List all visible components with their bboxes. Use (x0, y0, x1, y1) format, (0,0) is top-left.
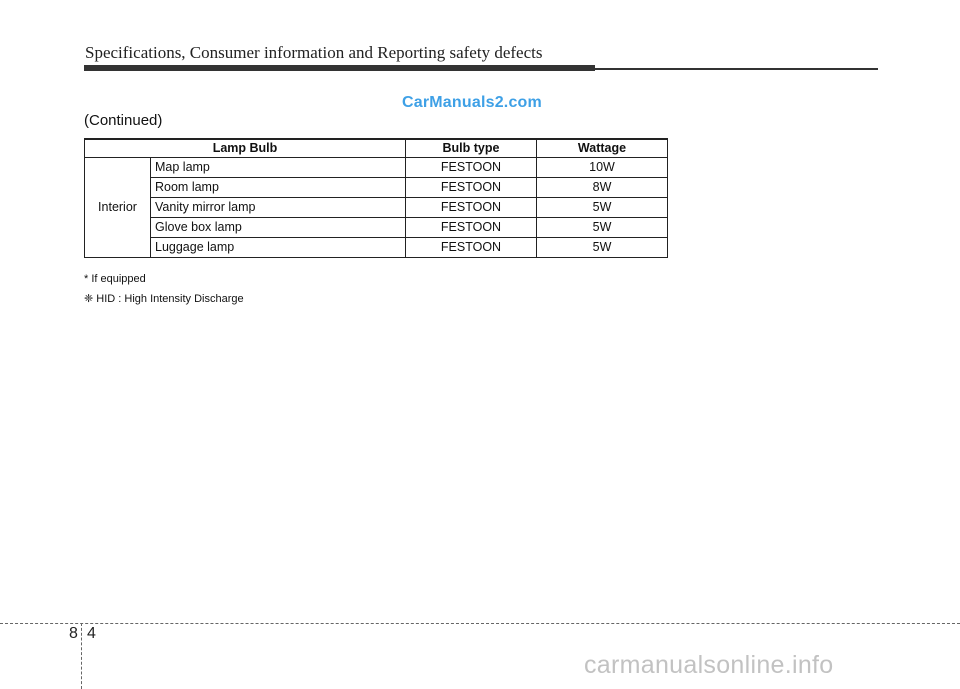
bulb-type-cell: FESTOON (406, 238, 537, 258)
bulb-type-cell: FESTOON (406, 178, 537, 198)
page-section-number: 8 (69, 625, 78, 642)
table-header-row (85, 139, 668, 158)
lamp-name-cell: Glove box lamp (151, 218, 406, 238)
bulb-type-cell: FESTOON (406, 198, 537, 218)
footer-divider (0, 623, 960, 624)
continued-label: (Continued) (84, 112, 163, 129)
column-header-lamp-bulb: Lamp Bulb (85, 139, 406, 158)
category-cell: Interior (85, 158, 151, 258)
table-row (85, 198, 668, 218)
lamp-name-cell: Luggage lamp (151, 238, 406, 258)
lamp-name-cell: Vanity mirror lamp (151, 198, 406, 218)
footnotes (84, 273, 244, 312)
wattage-cell: 5W (537, 218, 668, 238)
page-header-title: Specifications, Consumer information and Reporting safety defects (85, 43, 543, 62)
lamp-bulb-table (84, 138, 668, 258)
wattage-cell: 10W (537, 158, 668, 178)
lamp-name-cell: Map lamp (151, 158, 406, 178)
footer-vertical-divider (81, 623, 82, 689)
table-row (85, 158, 668, 178)
bulb-type-cell: FESTOON (406, 158, 537, 178)
watermark-bottom: carmanualsonline.info (584, 651, 834, 679)
column-header-bulb-type: Bulb type (406, 139, 537, 158)
wattage-cell: 5W (537, 198, 668, 218)
table-row (85, 218, 668, 238)
table-row (85, 178, 668, 198)
column-header-wattage: Wattage (537, 139, 668, 158)
footnote-hid: ❈ HID : High Intensity Discharge (84, 293, 244, 305)
wattage-cell: 8W (537, 178, 668, 198)
lamp-name-cell: Room lamp (151, 178, 406, 198)
wattage-cell: 5W (537, 238, 668, 258)
watermark-top: CarManuals2.com (402, 94, 542, 111)
header-rule-thin (84, 68, 878, 70)
table-row (85, 238, 668, 258)
bulb-type-cell: FESTOON (406, 218, 537, 238)
page-number: 4 (87, 625, 96, 642)
footnote-if-equipped: * If equipped (84, 273, 146, 285)
